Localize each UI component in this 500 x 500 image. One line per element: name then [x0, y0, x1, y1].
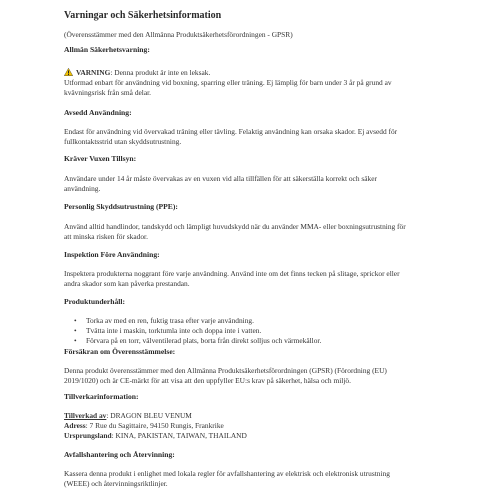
page-subtitle: (Överensstämmer med den Allmänna Produktsäkerhetsförordningen - GPSR): [64, 30, 293, 39]
intended-use-text: [64, 127, 464, 147]
address-label: Adress: [64, 421, 86, 430]
bullet: •: [74, 336, 77, 345]
inspection-line-2: andra skador som kan påverka prestandan.: [64, 279, 190, 288]
inspection-line-1: Inspektera produkterna noggrant före varje användning. Använd inte om det finns tecken på slitage, sprickor eller: [64, 269, 400, 278]
ppe-line-2: att minska risken för skador.: [64, 232, 148, 241]
bullet: •: [74, 316, 77, 325]
made-by-label: Tillverkad av: [64, 411, 107, 420]
page-title: Varningar och Säkerhetsinformation: [64, 10, 222, 21]
ppe-heading: Personlig Skyddsutrustning (PPE):: [64, 202, 178, 211]
warning-icon: [64, 68, 73, 76]
general-warning-heading: Allmän Säkerhetsvarning:: [64, 45, 150, 54]
made-by-row: [64, 411, 464, 421]
list-item-text: Torka av med en ren, fuktig trasa efter varje användning.: [86, 316, 254, 325]
inspection-heading: Inspektion Före Användning:: [64, 250, 160, 259]
inspection-text: [64, 269, 464, 289]
conformity-line-1: Denna produkt överensstämmer med den Allmänna Produktsäkerhetsförordningen (GPSR) (Förordning (EU): [64, 366, 387, 375]
list-item-text: Förvara på en torr, välventilerad plats, borta från direkt solljus och värmekällor.: [86, 336, 322, 345]
origin-value: : KINA, PAKISTAN, TAIWAN, THAILAND: [111, 431, 247, 440]
bullet: •: [74, 326, 77, 335]
general-line-1: Utformad enbart för användning vid boxning, sparring eller träning. Ej lämplig för barn under 3 år på grund av: [64, 78, 392, 87]
general-line-2: kvävningsrisk från små delar.: [64, 88, 152, 97]
conformity-text: [64, 366, 464, 386]
recycling-text: [64, 469, 464, 489]
general-warning-text: [64, 68, 464, 98]
maintenance-list: [64, 316, 321, 346]
list-item: [64, 336, 321, 346]
supervision-heading: Kräver Vuxen Tillsyn:: [64, 154, 137, 163]
warning-label: VARNING: [76, 68, 111, 77]
list-item-text: Tvätta inte i maskin, torktumla inte och doppa inte i vatten.: [86, 326, 262, 335]
supervision-line-2: användning.: [64, 184, 101, 193]
manufacturer-heading: Tillverkarinformation:: [64, 392, 139, 401]
warning-line: [64, 68, 464, 78]
manufacturer-info: [64, 411, 464, 441]
ppe-text: [64, 222, 464, 242]
origin-row: [64, 431, 464, 441]
conformity-line-2: 2019/1020) och är CE-märkt för att visa att den uppfyller EU:s krav på säkerhet, hälsa och miljö.: [64, 376, 351, 385]
recycling-line-2: (WEEE) och återvinningsriktlinjer.: [64, 479, 168, 488]
list-item: [64, 326, 321, 336]
recycling-line-1: Kassera denna produkt i enlighet med lokala regler för avfallshantering av elektrisk och elektronisk utrustning: [64, 469, 390, 478]
intended-line-1: Endast för användning vid övervakad träning eller tävling. Felaktig användning kan orsaka skador. Ej avsedd för: [64, 127, 398, 136]
address-row: [64, 421, 464, 431]
list-item: [64, 316, 321, 326]
warning-text: : Denna produkt är inte en leksak.: [110, 68, 211, 77]
recycling-heading: Avfallshantering och Återvinning:: [64, 450, 175, 459]
supervision-line-1: Användare under 14 år måste övervakas av en vuxen vid alla tillfällen för att säkerställa korrekt och säker: [64, 174, 377, 183]
maintenance-heading: Produktunderhåll:: [64, 297, 126, 306]
intended-use-heading: Avsedd Användning:: [64, 108, 132, 117]
address-value: : 7 Rue du Sagittaire, 94150 Rungis, Frankrike: [85, 421, 224, 430]
conformity-heading: Försäkran om Överensstämmelse:: [64, 347, 176, 356]
intended-line-2: fullkontaktsstrid utan skyddsutrustning.: [64, 137, 182, 146]
made-by-value: : DRAGON BLEU VENUM: [106, 411, 192, 420]
ppe-line-1: Använd alltid handlindor, tandskydd och lämpligt huvudskydd när du använder MMA- eller boxningsutrustning för: [64, 222, 406, 231]
supervision-text: [64, 174, 464, 194]
origin-label: Ursprungsland: [64, 431, 112, 440]
